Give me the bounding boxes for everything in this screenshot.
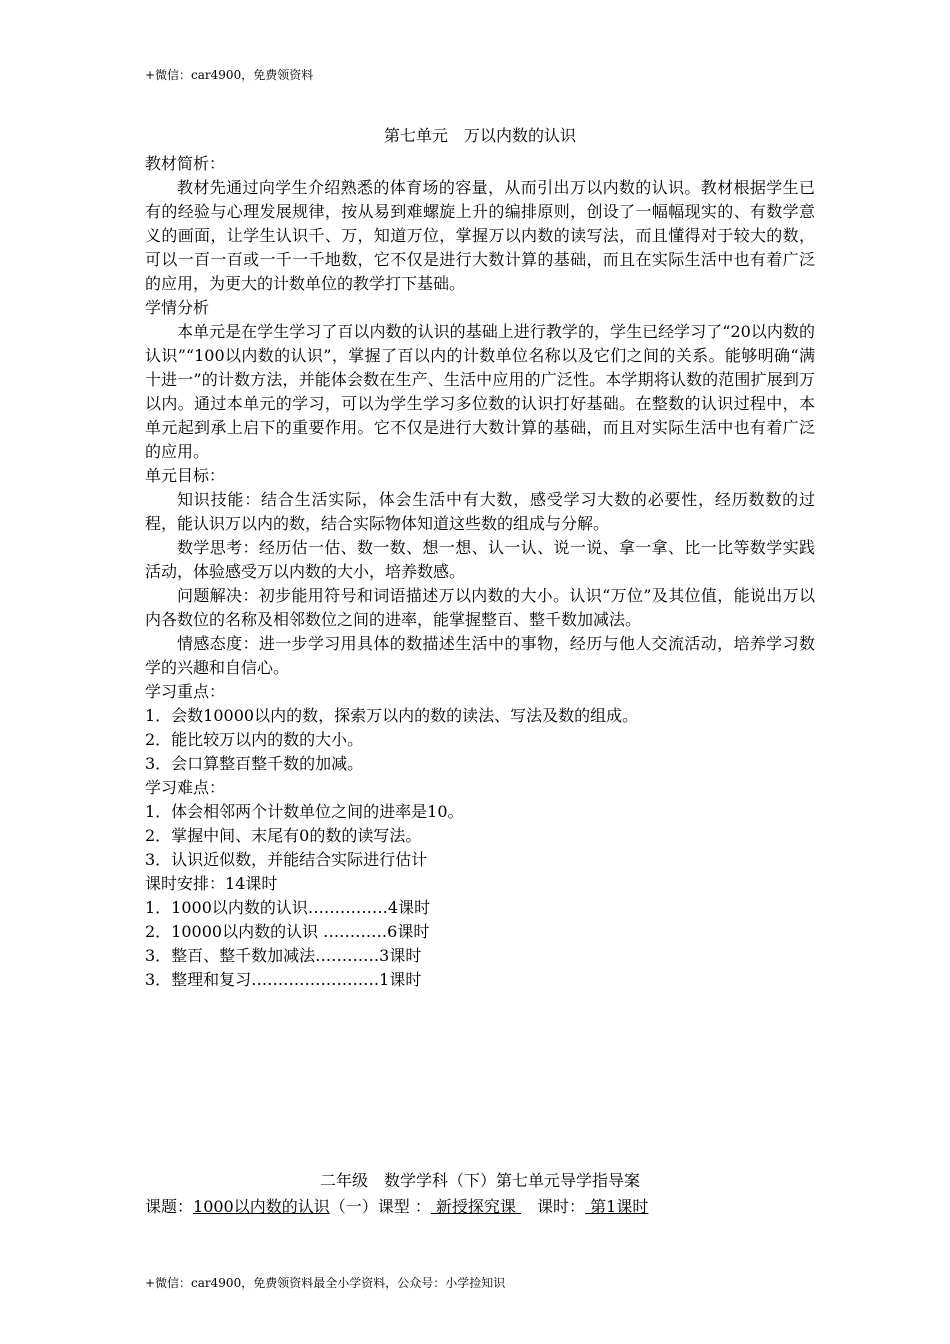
difficulty-item: 2．掌握中间、末尾有0的数的读写法。 — [145, 826, 422, 845]
topic-value: 1000以内数的认识 — [193, 1197, 330, 1216]
topic-label: 课题： — [145, 1197, 194, 1216]
schedule-item: 1．1000以内数的认识……………4课时 — [145, 898, 431, 917]
difficulty-item: 3．认识近似数，并能结合实际进行估计 — [145, 850, 428, 869]
goal-attitude: 情感态度：进一步学习用具体的数描述生活中的事物，经历与他人交流活动，培养学习数学的兴趣和自信心。 — [145, 634, 815, 677]
lesson-plan-title: 二年级 数学学科（下）第七单元导学指导案 — [319, 1171, 640, 1190]
key-heading: 学习重点： — [145, 682, 226, 701]
key-item: 3．会口算整百整千数的加减。 — [145, 754, 364, 773]
goals-heading: 单元目标： — [145, 466, 226, 485]
goal-knowledge: 知识技能：结合生活实际，体会生活中有大数，感受学习大数的必要性，经历数数的过程，能认识万以内的数，结合实际物体知道这些数的组成与分解。 — [145, 490, 815, 533]
analysis-heading: 教材简析： — [145, 154, 226, 173]
unit-title: 第七单元 万以内数的认识 — [383, 126, 576, 145]
watermark-top: +微信：car4900，免费领资料 — [145, 68, 314, 82]
key-item: 1．会数10000以内的数，探索万以内的数的读法、写法及数的组成。 — [145, 706, 639, 725]
schedule-item: 2．10000以内数的认识 …………6课时 — [145, 922, 430, 941]
document-body — [145, 124, 815, 992]
schedule-item: 3．整百、整千数加减法…………3课时 — [145, 946, 422, 965]
schedule-item: 3．整理和复习……………………1课时 — [145, 970, 422, 989]
schedule-heading: 课时安排：14课时 — [145, 874, 278, 893]
lesson-info-line — [145, 1194, 815, 1220]
goal-problem: 问题解决：初步能用符号和词语描述万以内数的大小。认识“万位”及其位值，能说出万以内各数位的名称及相邻数位之间的进率，能掌握整百、整千数加减法。 — [145, 586, 815, 629]
situation-paragraph: 本单元是在学生学习了百以内数的认识的基础上进行教学的，学生已经学习了“20以内数的认识”“100以内数的认识”，掌握了百以内的计数单位名称以及它们之间的关系。能够明确“满十进一”的计数方法，并能体会数在生产、生活中应用的广泛性。本学期将认数的范围扩展到万以内。通过本单元的学习，可以为学生学习多位数的认识打好基础。在整数的认识过程中，本单元起到承上启下的重要作用。它不仅是进行大数计算的基础，而且对实际生活中也有着广泛的应用。 — [145, 322, 815, 461]
difficulty-heading: 学习难点： — [145, 778, 226, 797]
lesson-plan-header — [145, 1168, 815, 1220]
topic-suffix: （一）课型 ： — [329, 1197, 431, 1216]
key-item: 2．能比较万以内的数的大小。 — [145, 730, 364, 749]
period-label: 课时： — [521, 1197, 586, 1216]
situation-heading: 学情分析 — [145, 298, 210, 317]
period-value: 第1课时 — [585, 1197, 649, 1216]
lesson-type-value: 新授探究课 — [430, 1197, 522, 1216]
analysis-paragraph: 教材先通过向学生介绍熟悉的体育场的容量，从而引出万以内数的认识。教材根据学生已有的经验与心理发展规律，按从易到难螺旋上升的编排原则，创设了一幅幅现实的、有数学意义的画面，让学生认识千、万，知道万位，掌握万以内数的读写法，而且懂得对于较大的数，可以一百一百或一千一千地数，它不仅是进行大数计算的基础，而且在实际生活中也有着广泛的应用，为更大的计数单位的教学打下基础。 — [145, 178, 815, 293]
difficulty-item: 1．体会相邻两个计数单位之间的进率是10。 — [145, 802, 464, 821]
goal-thinking: 数学思考：经历估一估、数一数、想一想、认一认、说一说、拿一拿、比一比等数学实践活动，体验感受万以内数的大小，培养数感。 — [145, 538, 815, 581]
watermark-bottom: +微信：car4900，免费领资料最全小学资料，公众号：小学捡知识 — [145, 1276, 506, 1290]
